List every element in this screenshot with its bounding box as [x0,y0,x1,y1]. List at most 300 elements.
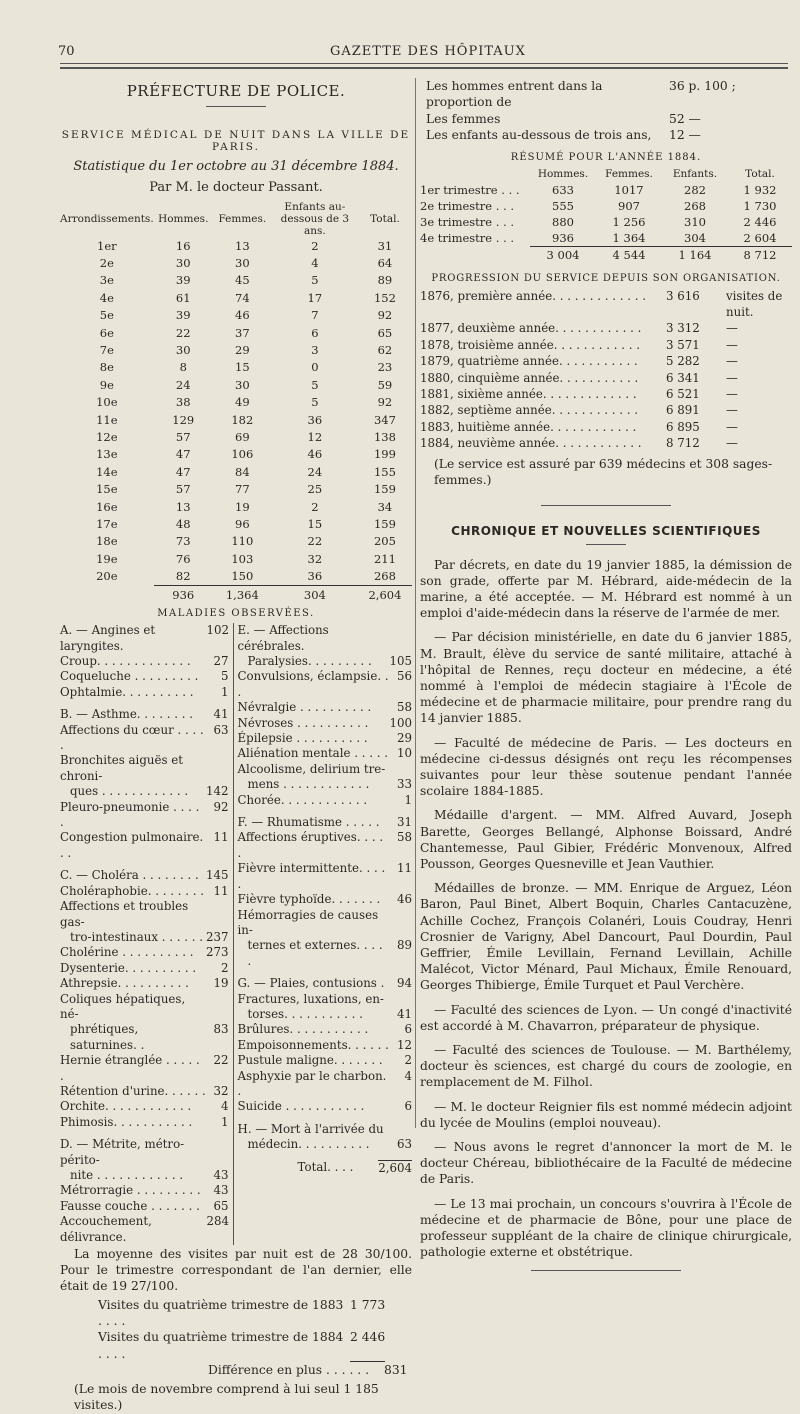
maladie-value: 5 [221,669,229,684]
maladie-label: Affections éruptives. . . . . [237,830,384,860]
maladie-row [60,1022,229,1053]
maladie-label: D. — Métrite, métro-périto- [60,1137,185,1167]
maladie-row [238,1069,412,1100]
maladie-value [390,992,412,1007]
table-cell: 46 [235,308,250,323]
table-row [60,550,412,567]
maladie-value: 6 [404,1099,412,1114]
resume-cell: 310 [684,214,706,229]
maladie-label: ques . . . . . . . . . . . . [70,784,189,799]
table-cell: 57 [175,482,191,497]
table-row [60,463,412,480]
progression-unit: — [726,419,738,434]
maladie-label: Alcoolisme, delirium tre- [237,761,386,776]
proportion-femmes-label: Les femmes [426,111,501,126]
maladie-label: Bronchites aiguës et chroni- [60,753,183,783]
maladie-row [238,815,412,830]
table-cell: 5 [311,377,319,392]
table-cell: 5 [311,273,319,288]
table-cell: 16e [96,499,118,514]
maladie-row [238,992,412,1007]
header-rule [60,63,788,64]
maladie-value [390,623,412,654]
maladie-row [238,700,412,715]
maladie-row [60,784,229,799]
resume-total-cell [420,246,530,263]
maladie-label: Hernie étranglée . . . . . . [60,1053,200,1083]
resume-cell: 633 [552,182,574,197]
maladie-row [60,899,229,930]
table-cell: 24 [175,377,191,392]
maladie-label: F. — Rhumatisme . . . . . [237,815,380,830]
table-cell: 89 [377,273,393,288]
table-cell: 30 [235,377,250,392]
difference-label: Différence en plus . . . . . . [208,1363,370,1378]
resume-cell: 1er trimestre . . . [420,182,520,197]
resume-cell: 268 [684,198,706,213]
table-cell: 2 [311,499,319,514]
progression-unit: — [726,403,738,418]
table-cell: 182 [231,412,254,427]
maladie-value: 4 [221,1099,229,1114]
journal-title: GAZETTE DES HÔPITAUX [330,44,526,59]
table-cell: 24 [307,464,323,479]
table-row [60,480,412,497]
maladie-value: 58 [396,830,412,845]
maladie-value: 2 [404,1053,412,1068]
table-row [60,254,412,271]
resume-total-cell: 1 164 [662,246,728,263]
progression-unit: — [726,370,738,385]
progression-row [420,370,792,386]
visites-comparison [60,1297,412,1379]
table-cell: 45 [235,273,250,288]
maladie-label: Hémorragies de causes in- [237,907,379,937]
maladie-value: 100 [389,715,412,730]
table-cell: 155 [373,464,396,479]
chronique-paragraph: — Faculté de médecine de Paris. — Les docteurs en médecine ci-dessus désignés ont reçu les récompenses suivantes pour leur thèse soutenue pendant l'année scolaire 1884-1885. [420,735,792,799]
table-cell: 49 [235,395,250,410]
resume-cell: 1 364 [612,230,646,245]
maladie-label: Pustule maligne. . . . . . . [237,1053,383,1068]
proportion-hommes-label: Les hommes entrent dans la proportion de [426,79,603,110]
resume-cell: 1017 [614,182,644,197]
table-cell: 47 [175,464,191,479]
maladie-row [238,938,412,969]
maladie-label: B. — Asthme. . . . . . . . [60,707,194,722]
maladie-row [60,945,229,960]
table-cell: 62 [377,343,393,358]
page-number: 70 [58,44,75,59]
table-cell: 347 [373,412,396,427]
maladie-value [207,992,229,1023]
proportion-enfants-value: 12 — [669,128,701,143]
maladie-value: 43 [213,1183,229,1198]
maladie-row [60,654,229,669]
maladie-row [60,884,229,899]
maladies-column-1 [60,623,234,1245]
maladie-value: 41 [396,1006,412,1021]
maladie-value: 1 [221,684,229,699]
maladie-label: Ophtalmie. . . . . . . . . . [60,684,194,699]
progression-unit: — [726,337,738,352]
header-rule-double [60,67,788,69]
maladie-label: Fièvre intermittente. . . . . [237,861,386,891]
maladie-label: Fausse couche . . . . . . . [60,1198,200,1213]
table-totals-row [60,585,412,603]
table-cell: 103 [231,551,254,566]
maladie-label: Empoisonnements. . . . . . [237,1037,389,1052]
resume-cell: 304 [684,230,706,245]
prefecture-heading: PRÉFECTURE DE POLICE. [126,82,346,100]
maladie-label: Fractures, luxations, en- [237,991,384,1006]
chronique-paragraph: — Faculté des sciences de Lyon. — Un congé d'inactivité est accordé à M. Chavarron, préparateur de physique. [420,1002,792,1033]
resume-header-0 [420,166,530,182]
maladie-row [238,762,412,777]
table-row [60,359,412,376]
resume-cell: 4e trimestre . . . [420,230,515,245]
moyenne-paragraph: La moyenne des visites par nuit est de 28 30/100. Pour le trimestre correspondant de l'an dernier, elle était de 19 27/100. [60,1247,412,1294]
difference-value: 831 [384,1363,408,1378]
maladie-label: Coqueluche . . . . . . . . . [60,669,199,684]
table-cell: 22 [175,325,191,340]
spacer [238,969,412,976]
maladie-label: Névroses . . . . . . . . . . [237,715,369,730]
maladie-label: H. — Mort à l'arrivée du [237,1121,384,1136]
table-cell: 2 [311,238,319,253]
table-cell: 30 [175,256,191,271]
maladie-row [238,746,412,761]
maladies-column-2 [234,623,412,1245]
maladie-value: 11 [213,830,229,845]
maladie-label: médecin. . . . . . . . . . [247,1137,370,1152]
visites-1884-value: 2 446 [350,1329,385,1362]
maladie-row [60,1084,229,1099]
maladie-label: C. — Choléra . . . . . . . . [60,868,199,883]
maladie-row [60,685,229,700]
table-cell: 15e [96,482,118,497]
maladie-row [60,1137,229,1168]
maladie-value: 6 [404,1022,412,1037]
progression-list [420,288,792,452]
progression-value: 3 571 [666,337,700,352]
maladie-value: 10 [396,746,412,761]
progression-row [420,320,792,336]
maladie-label: Fièvre typhoïde. . . . . . . [237,892,381,907]
resume-row [420,182,792,198]
table-cell: 14e [96,464,118,479]
progression-year: 1877, deuxième année. . . . . . . . . . . . [420,321,642,336]
table-cell: 9e [99,377,114,392]
table-cell: 19e [96,551,118,566]
table-cell: 159 [373,516,396,531]
table-cell: 39 [175,273,191,288]
visites-1883-value: 1 773 [350,1297,386,1312]
maladie-label: Coliques hépatiques, né- [60,991,186,1021]
progression-row [420,386,792,402]
table-cell: 65 [377,325,393,340]
table-cell: 6e [99,325,114,340]
maladie-value: 22 [213,1053,229,1068]
maladie-value [390,762,412,777]
progression-row [420,353,792,369]
maladie-row [60,1099,229,1114]
table-cell: 12e [96,429,118,444]
maladie-row [238,1160,412,1176]
table-header-2: Femmes. [218,213,267,225]
proportion-hommes-value: 36 p. 100 ; [669,79,736,93]
maladie-value: 2,604 [378,1160,412,1175]
table-row [60,498,412,515]
progression-row [420,402,792,418]
maladie-row [60,976,229,991]
table-cell: 0 [311,360,319,375]
table-cell: 23 [377,360,393,375]
table-cell: 13 [235,238,250,253]
maladie-row [60,930,229,945]
table-cell: 30 [235,256,250,271]
table-cell: 106 [231,447,254,462]
chronique-paragraph: Médailles de bronze. — MM. Enrique de Arguez, Léon Baron, Paul Binet, Albert Boquin, Charles Cantacuzène, Achille Cochez, François Colanéri, Louis Coudray, Henri Crosnier de Varigny, Abel Dancourt, Paul Dourdin, Paul Geffrier, Émile Levillain, Fernand Levillain, Achille Malécot, Victor Ménard, Paul Michaux, Émile Renouard, Georges Thibierge, Émile Turquet et Paul Verchère. [420,881,792,993]
arrondissements-table [60,201,412,603]
maladie-row [238,777,412,792]
maladie-row [60,1214,229,1245]
table-cell: 92 [377,395,393,410]
chronique-paragraph: — Par décision ministérielle, en date du 6 janvier 1885, M. Brault, élève du service de santé militaire, attaché à l'hôpital de Rennes, reçu docteur en médecine, a été nommé à l'emploi de médecin stagiaire à l'École de médecine et de pharmacie militaire, pour prendre rang du 14 janvier 1885. [420,630,792,726]
progression-year: 1876, première année. . . . . . . . . . . . . [420,288,646,303]
maladie-label: Rétention d'urine. . . . . . [60,1083,206,1098]
maladie-value: 94 [396,976,412,991]
maladie-label: Dysenterie. . . . . . . . . . [60,960,197,975]
progression-value: 6 891 [666,403,700,418]
resume-total-cell: 4 544 [596,246,662,263]
progression-value: 8 712 [666,436,700,451]
maladie-row [238,1022,412,1037]
table-cell: 7 [311,308,319,323]
statistique-title: Statistique du 1er octobre au 31 décembre 1884. [73,159,399,174]
maladie-row [238,1007,412,1022]
table-cell: 20e [96,569,118,584]
table-row [60,324,412,341]
progression-heading: PROGRESSION DU SERVICE DEPUIS SON ORGANISATION. [431,272,781,284]
spacer [60,1130,229,1137]
table-total-cell: 936 [154,585,213,603]
table-cell: 47 [175,447,191,462]
service-note: (Le service est assuré par 639 médecins et 308 sages-femmes.) [434,456,773,488]
maladie-label: Croup. . . . . . . . . . . . . [60,654,191,669]
maladie-label: phrétiques, saturnines. . [70,1022,145,1052]
novembre-note: (Le mois de novembre comprend à lui seul 1 185 visites.) [74,1381,379,1413]
maladie-value: 63 [213,722,229,737]
progression-value: 5 282 [666,354,700,369]
table-row [60,446,412,463]
resume-cell: 555 [552,198,574,213]
table-header-3: Enfants au-dessous de 3 ans. [280,201,350,237]
maladie-row [238,654,412,669]
table-row [60,533,412,550]
resume-cell: 2e trimestre . . . [420,198,515,213]
table-cell: 13 [175,499,191,514]
table-cell: 1er [97,238,117,253]
table-cell: 2e [99,256,114,271]
spacer [238,808,412,815]
progression-row [420,435,792,451]
table-row [60,341,412,358]
maladie-row [238,623,412,654]
maladie-value: 27 [213,654,229,669]
table-cell: 19 [235,499,250,514]
chronique-paragraph: — Nous avons le regret d'annoncer la mort de M. le docteur Chéreau, bibliothécaire de la Faculté de médecine de Paris. [420,1140,792,1187]
maladie-row [60,830,229,861]
maladie-value: 32 [213,1083,229,1098]
table-cell: 15 [235,360,250,375]
maladie-label: Suicide . . . . . . . . . . . [237,1099,365,1114]
progression-value: 3 312 [666,321,700,336]
table-cell: 150 [231,569,254,584]
table-row [60,411,412,428]
maladie-row [238,861,412,892]
progression-unit: — [726,436,738,451]
maladie-value: 56 [396,669,412,684]
resume-cell: 1 256 [612,214,646,229]
maladie-label: Convulsions, éclampsie. . . [237,669,389,699]
maladie-row [238,1122,412,1137]
table-row [60,515,412,532]
progression-row [420,419,792,435]
table-row [60,394,412,411]
maladie-row [238,976,412,991]
maladie-value: 89 [396,938,412,953]
author-line: Par M. le docteur Passant. [149,180,323,195]
resume-header-2: Femmes. [605,167,653,180]
maladie-row [238,669,412,700]
maladie-value: 33 [396,777,412,792]
resume-cell: 880 [552,214,574,229]
maladie-label: A. — Angines et laryngites. [60,623,156,653]
table-cell: 82 [175,569,191,584]
maladie-value: 145 [206,868,229,883]
progression-year: 1880, cinquième année. . . . . . . . . . . [420,370,639,385]
table-total-cell: 1,364 [213,585,272,603]
maladie-value [390,1122,412,1137]
table-cell: 17e [96,516,118,531]
chronique-body [420,557,792,1261]
right-column [420,78,792,1271]
progression-unit: — [726,354,738,369]
table-cell: 73 [175,534,191,549]
resume-cell: 936 [552,230,574,245]
resume-total-cell: 3 004 [530,246,596,263]
table-cell: 64 [377,256,393,271]
table-row [60,376,412,393]
resume-cell: 3e trimestre . . . [420,214,515,229]
resume-header-3: Enfants. [672,167,718,180]
table-cell: 74 [235,290,250,305]
resume-row [420,230,792,247]
resume-row [420,214,792,230]
table-cell: 34 [377,499,393,514]
table-cell: 159 [373,482,396,497]
chronique-paragraph: — M. le docteur Reignier fils est nommé médecin adjoint du lycée de Moulins (emploi nouveau). [420,1099,792,1130]
maladie-value: 4 [404,1068,412,1083]
maladie-value: 83 [213,1022,229,1037]
table-total-cell [60,585,154,603]
table-cell: 96 [235,516,250,531]
progression-value: 6 895 [666,419,700,434]
progression-value: 3 616 [666,288,700,303]
maladie-label: ternes et externes. . . . . [247,938,383,968]
maladie-value: 11 [396,861,412,876]
chronique-paragraph: — Faculté des sciences de Toulouse. — M. Barthélemy, docteur ès sciences, est chargé du cours de zoologie, en remplacement de M. Filhol. [420,1042,792,1090]
end-separator [531,1270,681,1271]
maladie-value: 284 [206,1214,230,1229]
maladie-row [60,669,229,684]
progression-unit: visites de nuit. [726,288,783,320]
table-cell: 18e [96,534,118,549]
table-cell: 32 [307,551,323,566]
resume-heading: RÉSUMÉ POUR L'ANNÉE 1884. [510,151,702,163]
chronique-paragraph: Par décrets, en date du 19 janvier 1885, la démission de son grade, offerte par M. Hébrard, aide-médecin de la marine, a été acceptée. — M. Hébrard est nommé à un emploi d'aide-médecin dans la réserve de l'armée de mer. [420,557,792,621]
maladie-row [60,1183,229,1198]
maladie-label: Choléraphobie. . . . . . . . [60,883,204,898]
table-cell: 92 [377,308,393,323]
maladie-row [238,830,412,861]
progression-year: 1883, huitième année. . . . . . . . . . . . [420,419,637,434]
maladie-row [60,707,229,722]
maladie-row [60,868,229,883]
table-cell: 48 [175,516,191,531]
maladie-label: Total. . . . [297,1159,354,1174]
table-cell: 138 [373,429,396,444]
table-cell: 205 [373,534,396,549]
maladie-value: 46 [396,892,412,907]
table-cell: 38 [175,395,191,410]
table-cell: 37 [235,325,250,340]
maladie-label: mens . . . . . . . . . . . . [247,777,370,792]
progression-year: 1879, quatrième année. . . . . . . . . . . [420,354,638,369]
short-rule-right [586,544,626,545]
maladie-label: Aliénation mentale . . . . . [237,746,388,761]
progression-row [420,337,792,353]
visites-1883-label: Visites du quatrième trimestre de 1883 . . . . [98,1297,344,1329]
progression-year: 1882, septième année. . . . . . . . . . . . [420,403,638,418]
resume-cell: 907 [618,198,640,213]
maladie-value [207,753,229,784]
maladie-row [60,1115,229,1130]
table-cell: 8 [179,360,187,375]
proportion-enfants-label: Les enfants au-dessous de trois ans, [426,128,652,143]
maladie-value: 1 [404,792,412,807]
maladie-label: Métrorragie . . . . . . . . . [60,1183,201,1198]
maladie-value: 142 [206,784,229,799]
progression-value: 6 521 [666,387,700,402]
table-cell: 17 [307,290,323,305]
maladie-row [238,1137,412,1152]
resume-cell: 2 604 [743,230,777,245]
maladie-value: 273 [206,945,229,960]
maladie-label: E. — Affections cérébrales. [237,623,329,653]
table-cell: 36 [307,412,323,427]
maladie-value: 63 [396,1137,412,1152]
table-cell: 77 [235,482,250,497]
table-cell: 30 [175,343,191,358]
maladie-label: Asphyxie par le charbon. . [237,1068,387,1098]
progression-unit: — [726,321,738,336]
maladie-row [60,1053,229,1084]
resume-row [420,198,792,214]
resume-total-cell: 8 712 [728,246,792,263]
chronique-paragraph: Médaille d'argent. — MM. Alfred Auvard, Joseph Barette, Georges Bellangé, Alphonse Boissard, André Chantemesse, Paul Gibier, Frédéric Monvenoux, Alfred Pousson, Georges Quesneville et Jean Vauthier. [420,808,792,871]
